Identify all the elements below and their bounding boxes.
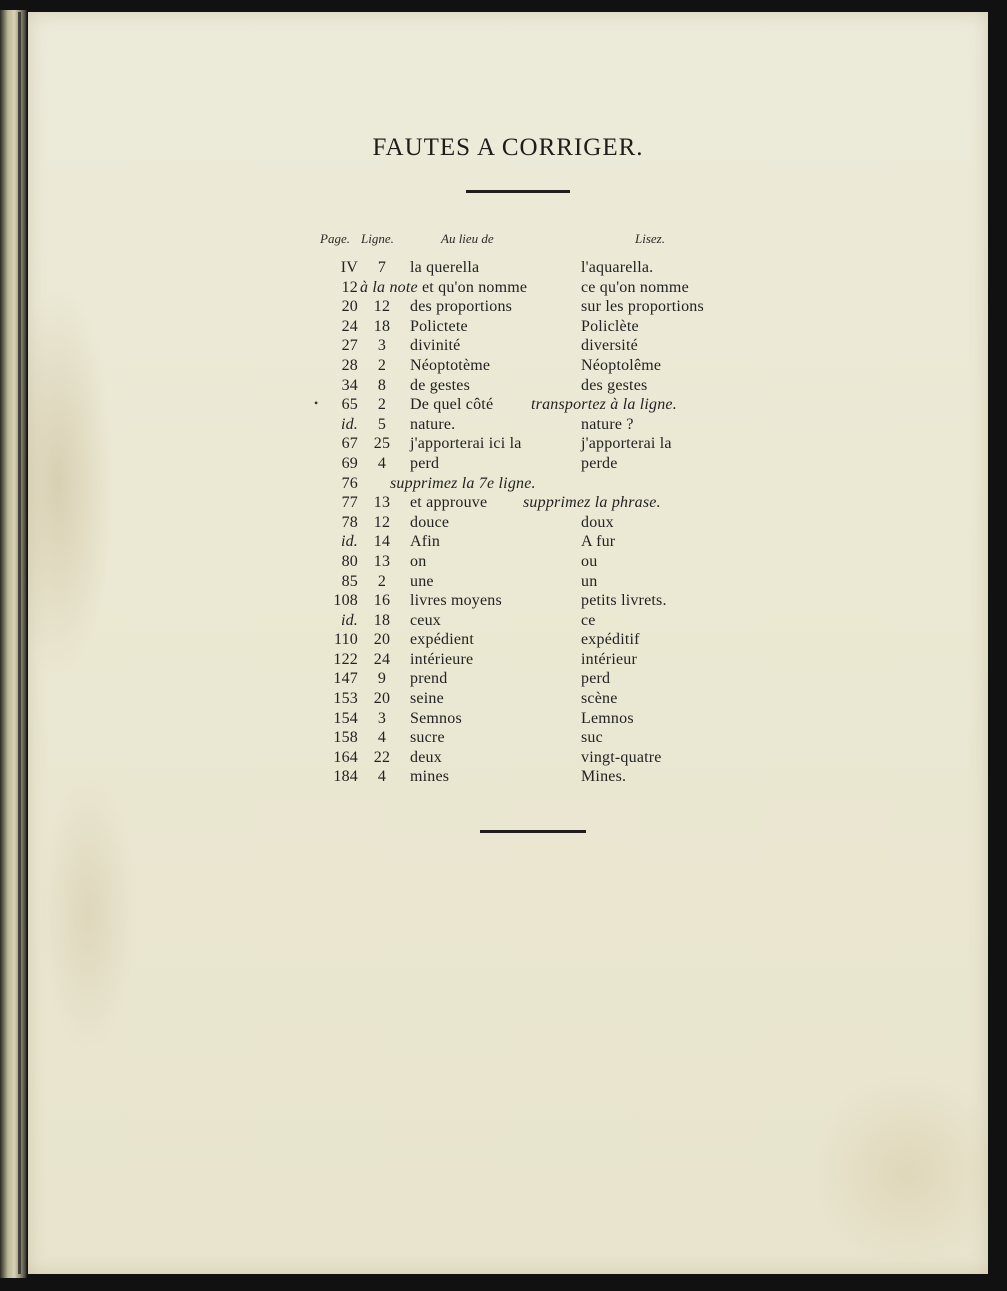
row-wrong: Néoptotème (410, 356, 491, 374)
table-row (28, 514, 988, 534)
row-line: 2 (377, 572, 387, 590)
row-line: 20 (373, 631, 391, 649)
row-wrong: divinité (410, 337, 461, 355)
table-row (28, 357, 988, 377)
left-page-edge (0, 10, 27, 1278)
row-line: 4 (377, 454, 387, 472)
table-row (28, 377, 988, 397)
row-line: 13 (373, 494, 391, 512)
row-wrong: livres moyens (410, 592, 502, 610)
row-wrong: de gestes (410, 376, 471, 394)
row-page: 67 (341, 435, 358, 453)
errata-table (28, 259, 988, 788)
errata-page (28, 12, 988, 1274)
row-wrong: seine (410, 690, 444, 708)
table-row (28, 416, 988, 436)
table-row (28, 573, 988, 593)
row-read: Néoptolême (581, 356, 662, 374)
row-wrong: expédient (410, 631, 474, 649)
row-line: 18 (373, 611, 391, 629)
page-title: FAUTES A CORRIGER. (372, 134, 644, 161)
table-header (28, 231, 988, 249)
row-line: 8 (377, 376, 387, 394)
row-wrong: supprimez la 7e ligne. (390, 474, 536, 492)
row-line: 2 (377, 396, 387, 414)
row-wrong: sucre (410, 729, 445, 747)
row-read: petits livrets. (581, 592, 667, 610)
row-page: 76 (341, 474, 358, 492)
row-line: 5 (377, 415, 387, 433)
table-row (28, 298, 988, 318)
row-page: id. (340, 611, 358, 629)
row-page: 108 (333, 592, 358, 610)
row-page: 27 (341, 337, 358, 355)
table-row (28, 670, 988, 690)
row-read: transportez à la ligne. (531, 396, 677, 414)
row-page: 34 (341, 376, 358, 394)
row-wrong: mines (410, 768, 450, 786)
row-line: 4 (377, 729, 387, 747)
row-page: 20 (341, 298, 358, 316)
row-read: A fur (581, 533, 616, 551)
row-page: 154 (333, 709, 358, 727)
row-line: 12 (373, 298, 391, 316)
row-line: 3 (377, 709, 387, 727)
row-line: 20 (373, 690, 391, 708)
row-page: 184 (333, 768, 358, 786)
row-page: 28 (341, 356, 358, 374)
table-row (28, 337, 988, 357)
row-wrong: douce (410, 513, 450, 531)
row-read: des gestes (581, 376, 648, 394)
margin-dot: • (314, 396, 319, 410)
row-page: 110 (333, 631, 358, 649)
row-read: doux (581, 513, 614, 531)
row-read: j'apporterai la (581, 435, 672, 453)
table-row (28, 435, 988, 455)
row-read: scène (581, 690, 618, 708)
table-row (28, 396, 988, 416)
table-row (28, 279, 988, 299)
row-line: 22 (373, 748, 391, 766)
row-page: 80 (341, 552, 358, 570)
row-wrong: Afin (410, 533, 441, 551)
table-row (28, 494, 988, 514)
row-page: 85 (341, 572, 358, 590)
row-wrong: la querella (410, 259, 480, 276)
row-line: 24 (373, 650, 391, 668)
header-read: Lisez. (635, 231, 665, 246)
row-read: diversité (581, 337, 638, 355)
row-wrong: perd (410, 454, 440, 472)
row-wrong: on (410, 552, 427, 570)
row-wrong: Semnos (410, 709, 462, 727)
row-wrong: ceux (410, 611, 442, 629)
row-read: l'aquarella. (581, 259, 654, 276)
row-page: 164 (333, 748, 358, 766)
table-row (28, 749, 988, 769)
row-line: 16 (373, 592, 391, 610)
row-page: 153 (333, 690, 358, 708)
table-row (28, 455, 988, 475)
table-row (28, 318, 988, 338)
table-row (28, 710, 988, 730)
table-row (28, 592, 988, 612)
row-page: id. (340, 533, 358, 551)
row-page: 78 (341, 513, 358, 531)
table-row (28, 612, 988, 632)
header-line: Ligne. (361, 231, 394, 246)
row-read: Lemnos (581, 709, 634, 727)
closing-rule (480, 830, 586, 833)
table-row (28, 533, 988, 553)
header-wrong: Au lieu de (441, 231, 494, 246)
table-row (28, 475, 988, 495)
row-read: un (581, 572, 598, 590)
row-page: 24 (341, 317, 358, 335)
row-page: 65 (341, 396, 358, 414)
row-read: supprimez la phrase. (523, 494, 661, 512)
row-page: 12 (341, 278, 358, 296)
row-wrong: à la note et qu'on nomme (360, 278, 528, 296)
row-read: perd (581, 670, 611, 688)
row-line: 7 (377, 259, 387, 276)
row-read: vingt-quatre (581, 748, 662, 766)
table-row (28, 729, 988, 749)
row-line: 3 (377, 337, 387, 355)
row-line: 4 (377, 768, 387, 786)
row-page: id. (340, 415, 358, 433)
table-row (28, 690, 988, 710)
table-row (28, 259, 988, 279)
row-read: Mines. (581, 768, 627, 786)
row-page: 77 (341, 494, 358, 512)
row-page: IV (340, 259, 358, 276)
row-read: Policlète (581, 317, 639, 335)
row-page: 147 (333, 670, 358, 688)
row-page: 122 (333, 650, 358, 668)
row-wrong: intérieure (410, 650, 474, 668)
row-read: ou (581, 552, 598, 570)
table-row (28, 651, 988, 671)
table-row (28, 631, 988, 651)
row-wrong: deux (410, 748, 442, 766)
row-read: suc (581, 729, 603, 747)
row-line: 2 (377, 356, 387, 374)
row-read: expéditif (581, 631, 640, 649)
table-row (28, 768, 988, 788)
row-wrong: nature. (410, 415, 456, 433)
row-line: 14 (373, 533, 391, 551)
row-read: sur les proportions (581, 298, 704, 316)
row-read: intérieur (581, 650, 637, 668)
row-read: nature ? (581, 415, 634, 433)
row-wrong: une (410, 572, 434, 590)
row-wrong: j'apporterai ici la (410, 435, 522, 453)
row-line: 12 (373, 513, 391, 531)
title-rule (466, 190, 570, 193)
row-line: 13 (373, 552, 391, 570)
row-wrong: De quel côté (410, 396, 494, 414)
row-page: 69 (341, 454, 358, 472)
row-line: 25 (373, 435, 391, 453)
header-page: Page. (320, 231, 350, 246)
row-read: ce (581, 611, 596, 629)
row-wrong: des proportions (410, 298, 513, 316)
book-gutter (18, 12, 21, 1274)
row-wrong: prend (410, 670, 448, 688)
row-read: perde (581, 454, 618, 472)
table-row (28, 553, 988, 573)
row-line: 18 (373, 317, 391, 335)
row-wrong: Polictete (410, 317, 468, 335)
row-read: ce qu'on nomme (581, 278, 689, 296)
row-line: 9 (377, 670, 387, 688)
row-page: 158 (333, 729, 358, 747)
row-wrong: et approuve (410, 494, 488, 512)
